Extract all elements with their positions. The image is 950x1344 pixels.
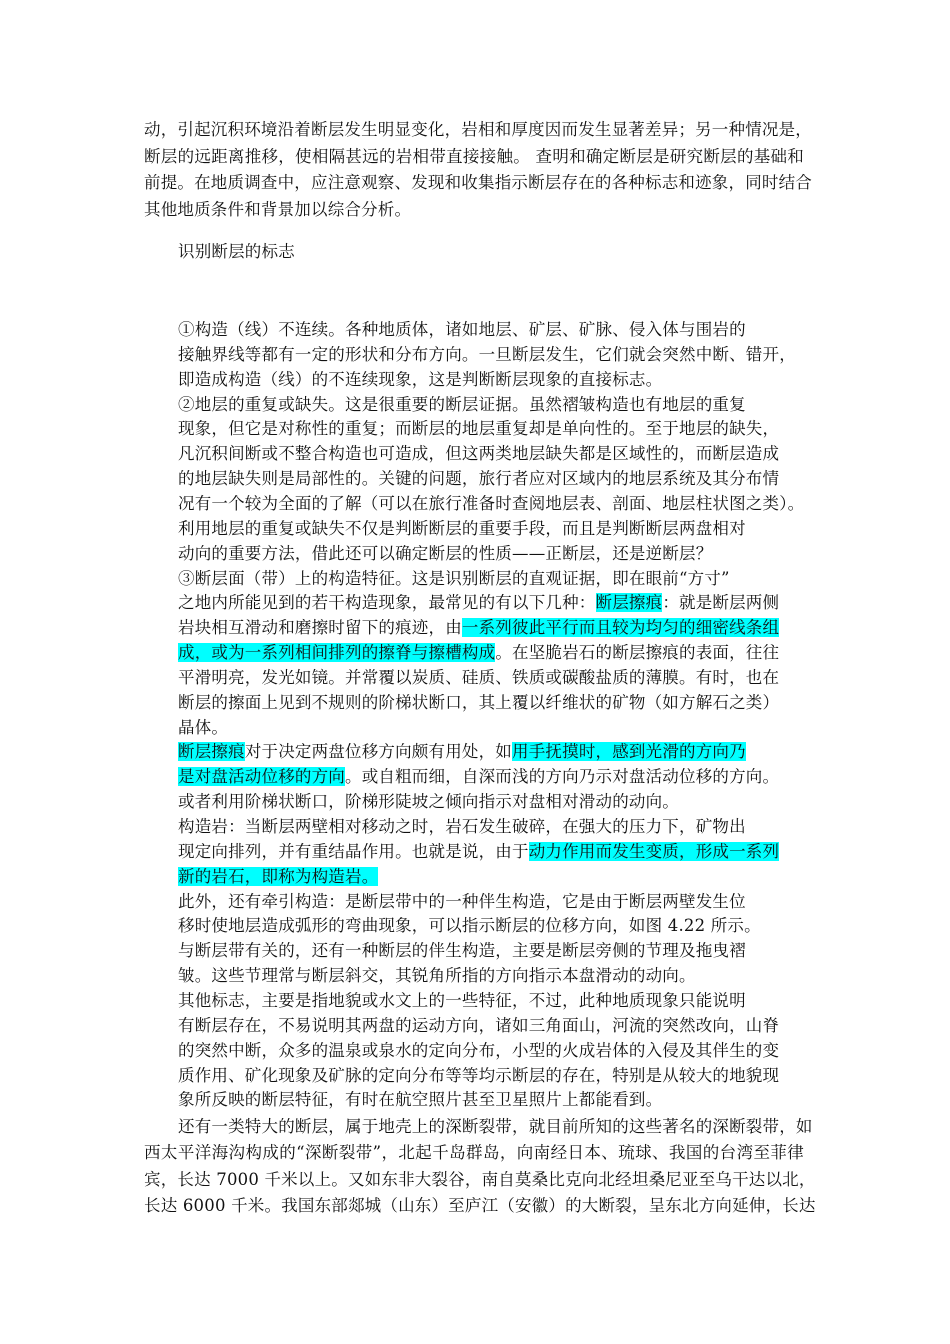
text-run: 现象，但它是对称性的重复；而断层的地层重复却是单向性的。至于地层的缺失，: [178, 419, 780, 439]
text-run: 平滑明亮，发光如镜。并常覆以炭质、硅质、铁质或碳酸盐质的薄膜。有时，也在: [178, 667, 780, 687]
text-run: 即造成构造（线）的不连续现象，这是判断断层现象的直接标志。: [178, 369, 663, 389]
body-line: [178, 666, 779, 690]
body-line: [178, 517, 746, 541]
body-line: [178, 939, 746, 963]
body-line: [178, 318, 746, 342]
text-run: 断层的擦面上见到不规则的阶梯状断口，其上覆以纤维状的矿物（如方解石之类）: [178, 692, 780, 712]
body-line: [178, 591, 779, 615]
body-line: [178, 765, 779, 789]
highlighted-text: 断层擦痕: [595, 593, 663, 613]
intro-line: 动，引起沉积环境沿着断层发生明显变化，岩相和厚度因而发生显著差异；另一种情况是，: [144, 120, 812, 139]
body-line: [178, 890, 746, 914]
text-run: 的突然中断，众多的温泉或泉水的定向分布，小型的火成岩体的入侵及其伴生的变: [178, 1040, 780, 1060]
text-run: 现定向排列，并有重结晶作用。也就是说，由于: [178, 841, 529, 861]
body-line: [178, 442, 779, 466]
body-line: [178, 616, 779, 640]
body-line: [178, 567, 730, 591]
highlighted-text: 断层擦痕: [178, 742, 245, 762]
text-run: 构造岩：当断层两壁相对移动之时，岩石发生破碎，在强大的压力下，矿物出: [178, 817, 746, 836]
body-line: [178, 393, 746, 417]
text-run: ②地层的重复或缺失。这是很重要的断层证据。虽然褶皱构造也有地层的重复: [178, 394, 746, 414]
body-line: [178, 1088, 662, 1112]
text-run: 的地层缺失则是局部性的。关键的问题，旅行者应对区域内的地层系统及其分布情: [178, 469, 780, 489]
text-run: 晶体。: [178, 717, 229, 737]
closing-line: 西太平洋海沟构成的“深断裂带”，北起千岛群岛，向南经日本、琉球、我国的台湾至菲律: [144, 1143, 804, 1163]
body-line: [178, 417, 779, 441]
text-run: 质作用、矿化现象及矿脉的定向分布等等均示断层的存在，特别是从较大的地貌现: [178, 1065, 780, 1085]
closing-line: 宾，长达 7000 千米以上。又如东非大裂谷，南自莫桑比克向北经坦桑尼亚至乌干达以北，: [144, 1169, 816, 1189]
text-run: 与断层带有关的，还有一种断层的伴生构造，主要是断层旁侧的节理及拖曳褶: [178, 941, 746, 961]
body-line: [178, 790, 679, 814]
text-run: 动向的重要方法，借此还可以确定断层的性质——正断层，还是逆断层？: [178, 543, 713, 563]
text-run: 对于决定两盘位移方向颇有用处，如: [244, 742, 513, 762]
body-line: [178, 691, 779, 715]
body-line: [178, 542, 712, 566]
body-line: [178, 740, 746, 764]
body-line: [178, 840, 779, 864]
section-heading: 识别断层的标志: [178, 242, 295, 261]
body-line: [178, 914, 761, 938]
highlighted-text: 一系列彼此平行而且较为均匀的细密线条组: [461, 618, 780, 638]
text-run: 况有一个较为全面的了解（可以在旅行准备时查阅地层表、剖面、地层柱状图之类）。: [178, 493, 805, 513]
closing-line: 还有一类特大的断层，属于地壳上的深断裂带，就目前所知的这些著名的深断裂带，如: [178, 1117, 813, 1136]
body-line: [178, 1039, 779, 1063]
text-run: 凡沉积间断或不整合构造也可造成，但这两类地层缺失都是区域性的，而断层造成: [178, 444, 780, 464]
highlighted-text: 成，或为一系列相间排列的擦脊与擦槽构成: [178, 643, 496, 663]
intro-line: 其他地质条件和背景加以综合分析。: [144, 199, 412, 219]
text-run: ①构造（线）不连续。各种地质体，诸如地层、矿层、矿脉、侵入体与围岩的: [178, 320, 746, 339]
body-line: [178, 1014, 779, 1038]
text-run: 之地内所能见到的若干构造现象，最常见的有以下几种：: [178, 593, 596, 613]
highlighted-text: 新的岩石，即称为构造岩。: [178, 866, 379, 886]
body-line: [178, 865, 378, 889]
closing-line: 长达 6000 千米。我国东部郯城（山东）至庐江（安徽）的大断裂，呈东北方向延伸，长达: [144, 1195, 816, 1215]
body-line: [178, 492, 804, 516]
text-run: 皱。这些节理常与断层斜交，其锐角所指的方向指示本盘滑动的动向。: [178, 966, 696, 986]
highlighted-text: 是对盘活动位移的方向: [178, 767, 345, 787]
text-run: 其他标志，主要是指地貌或水文上的一些特征，不过，此种地质现象只能说明: [178, 990, 746, 1010]
text-run: 岩块相互滑动和磨擦时留下的痕迹，由: [178, 618, 462, 638]
intro-line: 前提。在地质调查中，应注意观察、发现和收集指示断层存在的各种标志和迹象，同时结合: [144, 173, 812, 192]
body-line: [178, 815, 746, 839]
text-run: 象所反映的断层特征，有时在航空照片甚至卫星照片上都能看到。: [178, 1090, 663, 1110]
text-run: 利用地层的重复或缺失不仅是判断断层的重要手段，而且是判断断层两盘相对: [178, 518, 746, 538]
text-run: ：就是断层两侧: [662, 593, 780, 613]
body-line: [178, 1064, 779, 1088]
text-run: 接触界线等都有一定的形状和分布方向。一旦断层发生，它们就会突然中断、错开，: [178, 344, 796, 364]
highlighted-text: 用手抚摸时，感到光滑的方向乃: [512, 742, 746, 762]
body-line: [178, 368, 662, 392]
text-run: 。在坚脆岩石的断层擦痕的表面，往往: [495, 643, 780, 663]
intro-line: 断层的远距离推移，使相隔甚远的岩相带直接接触。 查明和确定断层是研究断层的基础和: [144, 146, 804, 166]
text-run: 此外，还有牵引构造：是断层带中的一种伴生构造，它是由于断层两壁发生位: [178, 891, 746, 911]
text-run: ③断层面（带）上的构造特征。这是识别断层的直观证据，即在眼前“方寸”: [178, 568, 730, 588]
body-line: [178, 641, 779, 665]
text-run: 有断层存在，不易说明其两盘的运动方向，诸如三角面山，河流的突然改向，山脊: [178, 1015, 780, 1035]
text-run: 。或自粗而细，自深而浅的方向乃示对盘活动位移的方向。: [345, 767, 780, 787]
body-line: [178, 343, 796, 367]
text-run: 移时使地层造成弧形的弯曲现象，可以指示断层的位移方向，如图 4.22 所示。: [178, 916, 761, 936]
body-line: [178, 964, 696, 988]
body-line: [178, 716, 228, 740]
highlighted-text: 动力作用而发生变质，形成一系列: [528, 841, 780, 861]
text-run: 或者利用阶梯状断口，阶梯形陡坡之倾向指示对盘相对滑动的动向。: [178, 792, 679, 812]
body-line: [178, 989, 746, 1013]
body-line: [178, 467, 779, 491]
